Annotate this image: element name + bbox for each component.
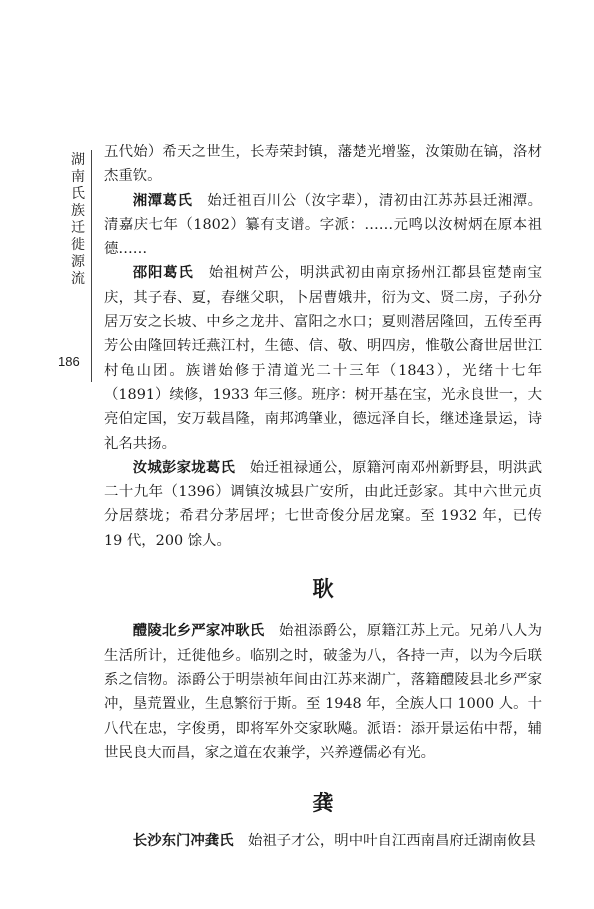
clan-text: 始祖子才公，明中叶自江西南昌府迁湖南攸县 xyxy=(247,833,536,850)
surname-section-heading: 耿 xyxy=(312,577,334,602)
clan-heading: 湘潭葛氏 xyxy=(132,192,193,209)
page-number: 186 xyxy=(58,354,80,369)
clan-text: 始迁祖禄通公，原籍河南邓州新野县，明洪武二十九年（1396）调镇汝城县广安所，由此迁彭家。其中六世元贞分居蔡垅；希君分茅居坪；七世奇俊分居龙窠。至 1932 年，已传 19 代，200 馀人。 xyxy=(104,459,542,549)
running-title-rule xyxy=(91,150,92,382)
clan-text: 始祖树芦公，明洪武初由南京扬州江都县宦楚南宝庆，其子春、夏，春继父职，卜居曹娥井，衍为文、贤二房，子孙分居万安之长坡、中乡之龙井、富阳之水口；夏则潜居隆回，五传至再芳公由隆回转迁燕江村，生德、信、敬、明四房，惟敬公裔世居世江村龟山团。族谱始修于清道光二十三年（1843），光绪十七年（1891）续修，1933 年三修。班序：树开基在宝，光永良世一，大亮伯定国，安万载昌隆，南邦鸿肇业，德远泽自长，继述逢景运，诗礼名共扬。 xyxy=(104,265,542,452)
clan-entry xyxy=(104,456,542,553)
running-title: 湖南氏族迁徙源流 xyxy=(71,152,85,287)
surname-section-heading: 龚 xyxy=(312,791,334,816)
clan-heading: 醴陵北乡严家冲耿氏 xyxy=(132,623,265,640)
clan-entry xyxy=(104,619,542,765)
clan-text: 始祖添爵公，原籍江苏上元。兄弟八人为生活所计，迁徙他乡。临别之时，破釜为八，各持一声，以为今后联系之信物。添爵公于明崇祯年间由江苏来湖广，落籍醴陵县北乡严家冲，垦荒置业，生息繁衍于斯。至 1948 年，全族人口 1000 人。十八代在忠，字俊勇，即将军外交家耿飚。派语：添开景运佑中帮，辅世民良大而昌，家之道在农兼学，兴养遵儒必有光。 xyxy=(104,623,542,761)
clan-entry xyxy=(104,829,542,853)
clan-entry xyxy=(104,261,542,455)
clan-heading: 汝城彭家垅葛氏 xyxy=(132,459,236,476)
page-body xyxy=(104,140,542,854)
continued-paragraph: 五代始）希天之世生，长寿荣封镇，藩楚光增鉴，汝策勋在镐，洛材杰重钦。 xyxy=(104,144,542,185)
clan-entry xyxy=(104,189,542,262)
clan-text: 始迁祖百川公（汝字辈），清初由江苏苏县迁湘潭。清嘉庆七年（1802）纂有支谱。字派：……元鸣以汝树炳在原本祖德…… xyxy=(104,192,542,258)
clan-heading: 长沙东门冲龚氏 xyxy=(132,833,234,850)
clan-heading: 邵阳葛氏 xyxy=(132,265,194,282)
